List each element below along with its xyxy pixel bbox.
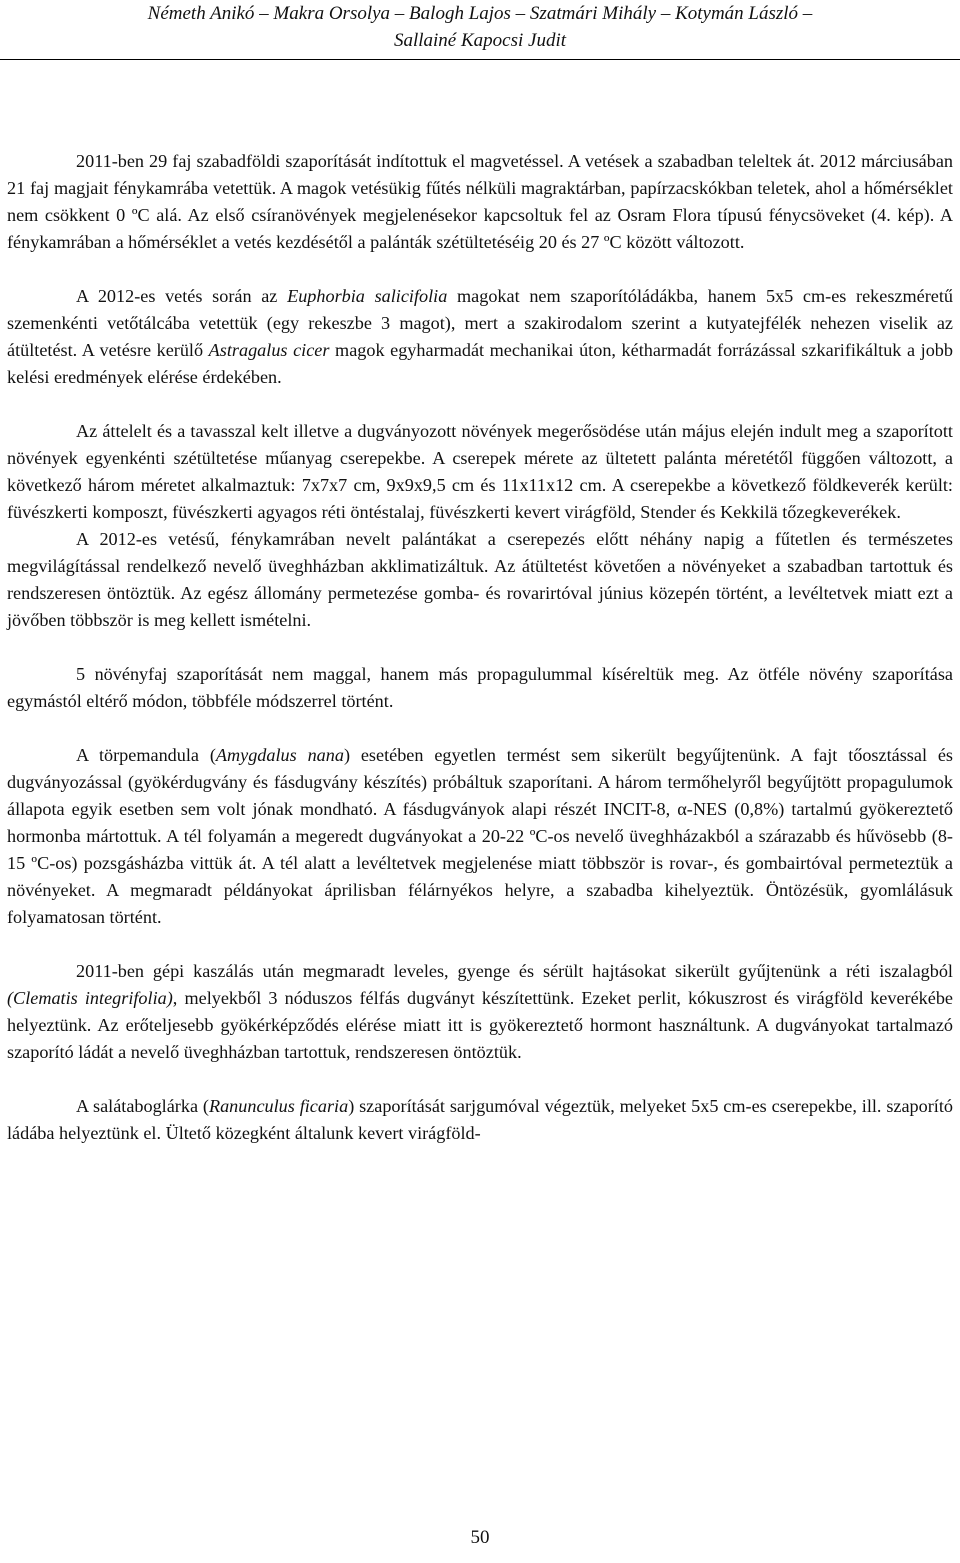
species-ranunculus-ficaria: Ranunculus ficaria: [208, 1096, 349, 1116]
page-number: 50: [470, 1527, 490, 1548]
paragraph-transplanting: Az áttelelt és a tavasszal kelt illetve a dugványozott növények megerősödése után május elején indult meg a szaporított növények egyenkénti szétültetése műanyag cserepekbe. A cserepek mérete az ültetett palánta méretétől függően változott, a következő három méretet alkalmaztuk: 7x7x7 cm, 9x9x9,5 cm és 11x11x12 cm. A cserepekbe a következő földkeverék került: füvészkerti komposzt, füvészkerti agyagos réti öntéstalaj, füvészkerti kevert virágföld, Stender és Kekkilä tőzegkeverékek.: [7, 421, 953, 522]
species-amygdalus-nana: Amygdalus nana: [215, 745, 344, 765]
species-euphorbia-salicifolia: Euphorbia salicifolia: [287, 286, 448, 306]
body-text: [7, 148, 953, 1147]
species-astragalus-cicer: Astragalus cicer: [208, 340, 330, 360]
header-authors-line-1: Németh Anikó – Makra Orsolya – Balogh Lajos – Szatmári Mihály – Kotymán László –: [147, 3, 813, 24]
paragraph-ranunculus: A salátaboglárka (Ranunculus ficaria) szaporítását sarjgumóval végeztük, melyeket 5x5 cm-es cserepekbe, ill. szaporító ládába helyeztünk el. Ültető közegként általunk kevert virágföld-: [7, 1096, 954, 1143]
paragraph-clematis: 2011-ben gépi kaszálás után megmaradt leveles, gyenge és sérült hajtásokat sikerült gyűjtenünk a réti iszalagból (Clematis integrifolia), melyekből 3 nóduszos félfás dugványt készítettünk. Ezeket perlit, kókuszrost és virágföld keverékébe helyeztünk. Az erőteljesebb gyökérképződés elérése miatt itt is gyökereztető hormont használtunk. A dugványokat tartalmazó szaporító ládát a nevelő üveghházban tartottuk, rendszeresen öntöztük.: [7, 961, 953, 1062]
paragraph-propagules: 5 növényfaj szaporítását nem maggal, hanem más propagulummal kíséreltük meg. Az ötféle növény szaporítása egymástól eltérő módon, többféle módszerrel történt.: [7, 664, 953, 711]
running-header: [0, 0, 960, 60]
paragraph-sowing-2011: 2011-ben 29 faj szabadföldi szaporítását indítottuk el magvetéssel. A vetések a szabadban teleltek át. 2012 márciusában 21 faj magjait fénykamrába vetettük. A magok vetésükig fűtés nélküli magraktárban, papírzacskókban teletek, ahol a hőmérséklet nem csökkent 0 ºC alá. Az első csíranövények megjelenésekor kapcsoltuk fel az Osram Flora típusú fénycsöveket (4. kép). A fénykamrában a hőmérséklet a vetés kezdésétől a palánták szétültetéséig 20 és 27 ºC között változott.: [7, 151, 953, 252]
species-clematis-integrifolia: (Clematis integrifolia): [7, 988, 173, 1008]
paragraph-euphorbia: A 2012-es vetés során az Euphorbia salicifolia magokat nem szaporítóládákba, hanem 5x5 cm-es rekeszméretű szemenkénti vetőtálcába vetettük (egy rekeszbe 3 magot), mert a szakirodalom szerint a kutyatejfélék nehezen viselik az átültetést. A vetésre kerülő Astragalus cicer magok egyharmadát mechanikai úton, kétharmadát forrázással szkarifikáltuk a jobb kelési eredmények elérése érdekében.: [7, 286, 953, 387]
header-authors-line-2: Sallainé Kapocsi Judit: [393, 30, 567, 51]
paragraph-amygdalus: A törpemandula (Amygdalus nana) esetében egyetlen termést sem sikerült begyűjtenünk. A fajt tőosztással és dugványozással (gyökérdugvány és fásdugvány készítés) próbáltuk szaporítani. A három termőhelyről begyűjtött propagulumok állapota egyik esetben sem volt jónak mondható. A fásdugványok alapi részét INCIT-8, α-NES (0,8%) tartalmú gyökereztető hormonba mártottuk. A tél folyamán a megeredt dugványokat a 20-22 ºC-os nevelő üveghházakból a szárazabb és hűvösebb (8-15 ºC-os) pozsgásházba vittük át. A tél alatt a levéltetvek megjelenése miatt többször is rovar-, és gombairtóval permeteztük a növényeket. A megmaradt példányokat áprilisban félárnyékos helyre, a szabadba kihelyeztük. Öntözésük, gyomlálásuk folyamatosan történt.: [7, 745, 953, 927]
paragraph-acclimatization: A 2012-es vetésű, fénykamrában nevelt palántákat a cserepezés előtt néhány napig a fűtetlen és természetes megvilágítással rendelkező nevelő üveghházban akklimatizáltuk. Az átültetést követően a növényeket a szabadban tartottuk és rendszeresen öntöztük. Az egész állomány permetezése gomba- és rovarirtóval június közepén történt, a levéltetvek miatt ezt a jövőben többször is meg kellett ismételni.: [7, 529, 953, 630]
